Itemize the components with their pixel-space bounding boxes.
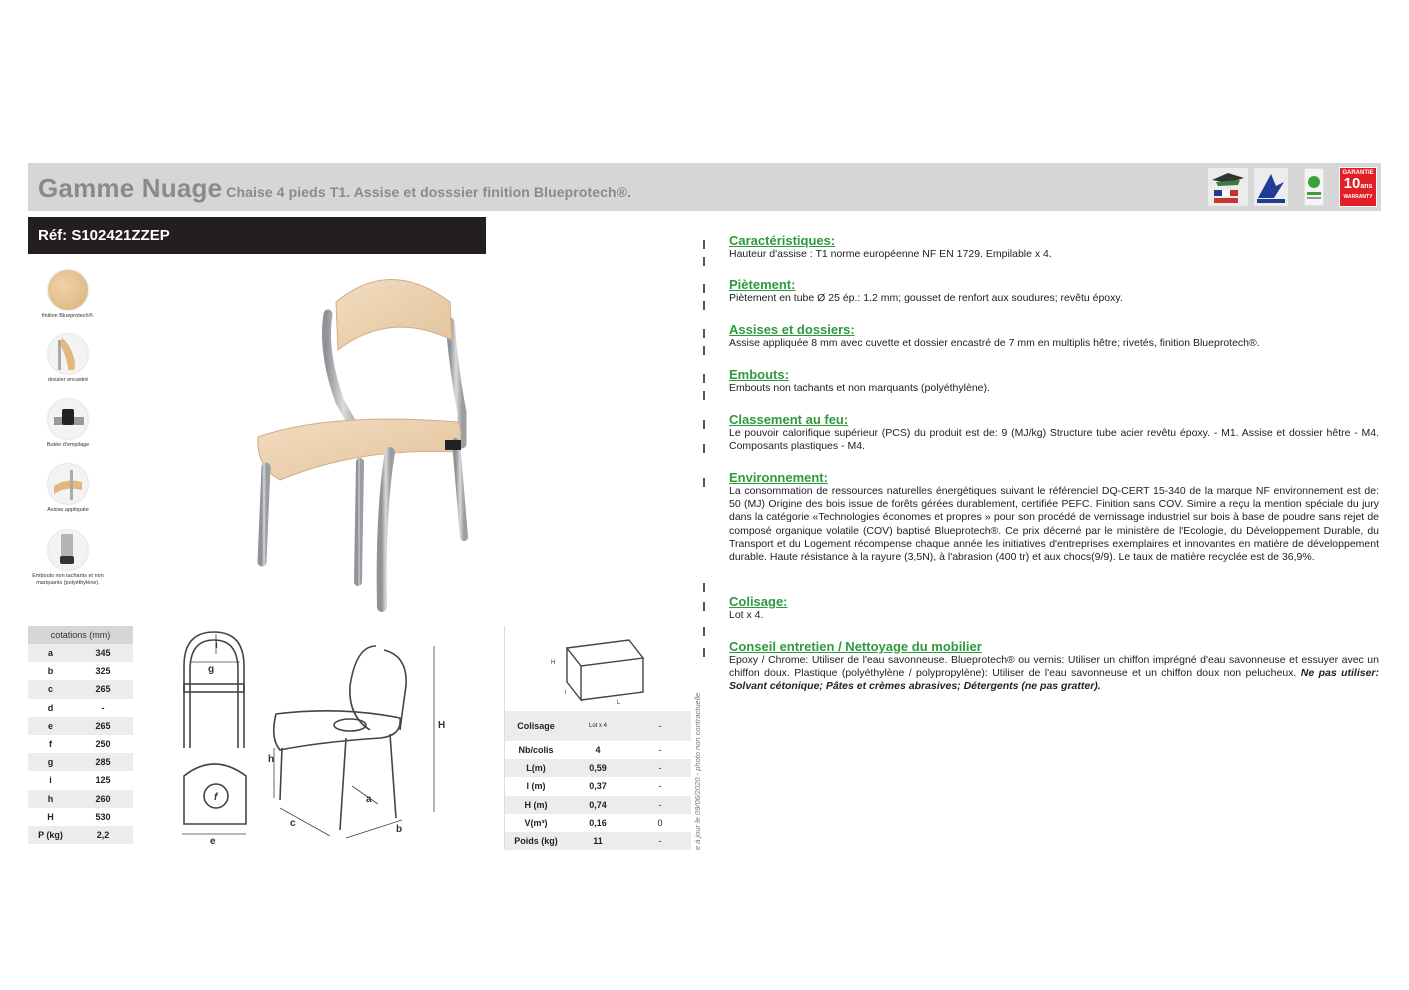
dim-label-e: e (210, 836, 216, 847)
wood-finish-icon (48, 270, 88, 310)
dimension-row (28, 699, 133, 717)
packaging-value: 0,16 (589, 817, 607, 828)
dimension-value: 285 (95, 757, 111, 768)
packaging-key: Nb/colis (518, 745, 554, 756)
dimension-key: h (47, 793, 54, 804)
dimension-row (28, 826, 133, 844)
award-logo-icon (1208, 168, 1248, 206)
dimension-row (28, 644, 133, 662)
packaging-value: 11 (593, 836, 603, 847)
dim-label-H: H (438, 720, 446, 731)
packaging-value: 0,74 (589, 799, 607, 810)
packaging-extra: - (658, 745, 662, 756)
section-assises (729, 323, 1379, 350)
packaging-key: H (m) (524, 799, 548, 810)
section-marker (703, 627, 705, 636)
dimension-row (28, 771, 133, 789)
section-title: Environnement: (729, 470, 828, 485)
dimension-row (28, 753, 133, 771)
section-marker (703, 346, 705, 355)
dimension-key: f (49, 739, 52, 750)
section-marker (703, 478, 705, 487)
dimension-key: d (47, 702, 54, 713)
thumbnail-stack-stop: Butée d'empilage (28, 399, 108, 449)
dimension-value: 325 (95, 666, 111, 677)
packaging-row (505, 796, 691, 814)
dim-label-h: h (268, 754, 275, 765)
backrest-icon (48, 334, 88, 374)
section-title: Classement au feu: (729, 412, 849, 427)
dim-label-a: a (366, 794, 372, 805)
section-text: Assise appliquée 8 mm avec cuvette et dossier encastré de 7 mm en multiplis hêtre; rivetés, finition Blueprotech®. (729, 337, 1260, 349)
section-marker (703, 602, 705, 611)
section-marker (703, 301, 705, 310)
dimension-row (28, 680, 133, 698)
section-marker (703, 420, 705, 429)
dimension-key: b (47, 666, 54, 677)
dimension-value: 125 (95, 775, 111, 786)
box-label-L: L (617, 700, 621, 706)
dimension-value: 345 (95, 648, 111, 659)
dimension-value: - (101, 702, 105, 713)
thumbnail-foot-cap: Embouts non tachants et non marquants (polyéthylène). (28, 530, 108, 587)
section-colisage (729, 595, 1379, 622)
section-text: Hauteur d'assise : T1 norme européenne NF EN 1729. Empilable x 4. (729, 248, 1052, 260)
thumbnail-seat: Assise appliquée (28, 464, 108, 514)
dimension-row (28, 808, 133, 826)
section-marker (703, 284, 705, 293)
packaging-key: Poids (kg) (514, 836, 558, 847)
dimension-row (28, 662, 133, 680)
packaging-table (504, 626, 691, 850)
section-text: La consommation de ressources naturelles énergétiques suivant le référenciel DQ-CERT 15-340 de la marque NF environnement est de: 50 (MJ) Origine des bois issue de forêts gérées durablement, certifiée PEFC. Finition sans COV. Simire a reçu la mention spéciale du jury dans la catégorie «Technologies économes et propres » pour son procédé de vernissage industriel sur bois à base de poudre sans rejet de composé organique volatile (COV) baptisé Blueprotech®. Ce prix décerné par le ministère de l'Ecologie, du Développement Durable, du Transport et du Logement récompense chaque année les initiatives d'entreprises exemplaires et innovantes en matière de développement durable. Haute résistance à la rayure (3,5N), à l'abrasion (400 tr) et aux chocs(9/9). Le taux de matière recyclée est de 36,9%. (729, 485, 1379, 564)
section-caracteristiques (729, 234, 1379, 261)
packaging-rows (505, 711, 691, 850)
warranty-badge: GARANTIE 10ans WARRANTY (1339, 167, 1377, 207)
packaging-extra: - (658, 763, 662, 774)
thumbnail-finish: finition Blueprotech®. (28, 270, 108, 320)
packaging-row (505, 777, 691, 795)
product-subtitle: Chaise 4 pieds T1. Assise et dosssier finition Blueprotech®. (226, 184, 632, 200)
dimensions-table (28, 626, 133, 844)
section-marker (703, 648, 705, 657)
svg-text:e à jour le 09/06/2020 - photo: e à jour le 09/06/2020 - photo non contractuelle (693, 692, 702, 850)
packaging-extra: - (658, 799, 662, 810)
seat-icon (48, 464, 88, 504)
section-title: Caractéristiques: (729, 233, 836, 248)
section-embouts (729, 368, 1379, 395)
section-title: Piètement: (729, 277, 796, 292)
dimensions-header: cotations (mm) (28, 626, 133, 644)
packaging-key: V(m³) (524, 817, 548, 828)
dim-label-c: c (290, 818, 296, 829)
dimension-value: 265 (95, 684, 111, 695)
dimension-key: H (47, 811, 54, 822)
box-drawing (505, 626, 691, 706)
section-environnement (729, 471, 1379, 564)
packaging-row (505, 741, 691, 759)
section-text: Le pouvoir calorifique supérieur (PCS) du produit est de: 9 (MJ/kg) Structure tube acier revêtu époxy. - M1. Assise et dossier hêtre - M4. Composants plastiques - M4. (729, 427, 1379, 453)
dimension-key: g (47, 757, 54, 768)
section-text: Lot x 4. (729, 609, 764, 621)
section-text: Epoxy / Chrome: Utiliser de l'eau savonneuse. Blueprotech® ou vernis: Utiliser un chiffon imprégné d'eau savonneuse et essuyer avec un chiffon doux. Plastique (polyéthylène / polypropylène): Utiliser de l'eau savonneuse et un chiffon doux non pelucheux. Ne pas utiliser: Solvant cétonique; Pâtes et crèmes abrasives; Détergents (ne pas gratter). (729, 654, 1379, 693)
dimensions-rows (28, 644, 133, 844)
packaging-extra: - (658, 836, 662, 847)
dimension-value: 2,2 (96, 829, 110, 840)
dimension-key: a (47, 648, 53, 659)
packaging-extra: - (658, 721, 662, 731)
section-title: Embouts: (729, 367, 789, 382)
section-title: Assises et dossiers: (729, 322, 855, 337)
section-marker (703, 240, 705, 249)
dimension-key: c (47, 684, 53, 695)
packaging-row (505, 814, 691, 832)
section-marker (703, 444, 705, 453)
reference-bar (28, 217, 486, 254)
packaging-row (505, 832, 691, 850)
bird-certification-icon (1254, 168, 1288, 206)
dimension-row (28, 790, 133, 808)
section-title: Colisage: (729, 594, 788, 609)
packaging-extra: 0 (657, 817, 663, 828)
packaging-value: 0,37 (589, 781, 607, 792)
section-text: Piètement en tube Ø 25 ép.: 1.2 mm; gousset de renfort aux soudures; revêtu époxy. (729, 292, 1123, 304)
packaging-row (505, 711, 691, 741)
foot-cap-icon (48, 530, 88, 570)
packaging-row (505, 759, 691, 777)
section-marker (703, 374, 705, 383)
section-marker (703, 391, 705, 400)
thumbnail-backrest: dossier encastré (28, 334, 108, 384)
dimension-key: P (kg) (38, 829, 63, 840)
box-label-H: H (551, 660, 556, 666)
dim-label-f: f (214, 792, 218, 803)
section-title: Conseil entretien / Nettoyage du mobilier (729, 639, 982, 654)
packaging-key: Colisage (517, 721, 555, 731)
section-marker (703, 583, 705, 592)
pefc-logo-icon (1304, 168, 1324, 206)
packaging-extra: - (658, 781, 662, 792)
section-pietement (729, 278, 1379, 305)
section-marker (703, 329, 705, 338)
header-band (28, 163, 1381, 211)
dimension-value: 250 (95, 739, 111, 750)
reference-label: Réf: S102421ZZEP (38, 227, 170, 244)
section-entretien (729, 640, 1379, 694)
technical-drawing (170, 626, 500, 848)
section-classement-feu (729, 413, 1379, 453)
packaging-value: Lot x 4 (588, 723, 607, 729)
dimension-value: 260 (95, 793, 111, 804)
vertical-note (690, 672, 704, 852)
dim-label-i: i (215, 640, 218, 651)
dimension-value: 265 (95, 720, 111, 731)
dimension-key: e (47, 720, 53, 731)
packaging-value: 0,59 (589, 763, 607, 774)
packaging-key: L(m) (526, 763, 546, 774)
packaging-value: 4 (595, 745, 601, 756)
dimension-key: i (49, 775, 52, 786)
dim-label-g: g (208, 664, 215, 675)
packaging-key: l (m) (526, 781, 546, 792)
section-text: Embouts non tachants et non marquants (polyéthylène). (729, 382, 990, 394)
product-title: Gamme Nuage Chaise 4 pieds T1. Assise et dosssier finition Blueprotech®. (38, 173, 632, 203)
dimension-row (28, 717, 133, 735)
dimension-row (28, 735, 133, 753)
stack-stop-icon (48, 399, 88, 439)
box-label-l: l (565, 690, 567, 696)
dim-label-b: b (396, 824, 403, 835)
dimension-value: 530 (95, 811, 111, 822)
section-marker (703, 257, 705, 266)
chair-photo (240, 262, 480, 622)
